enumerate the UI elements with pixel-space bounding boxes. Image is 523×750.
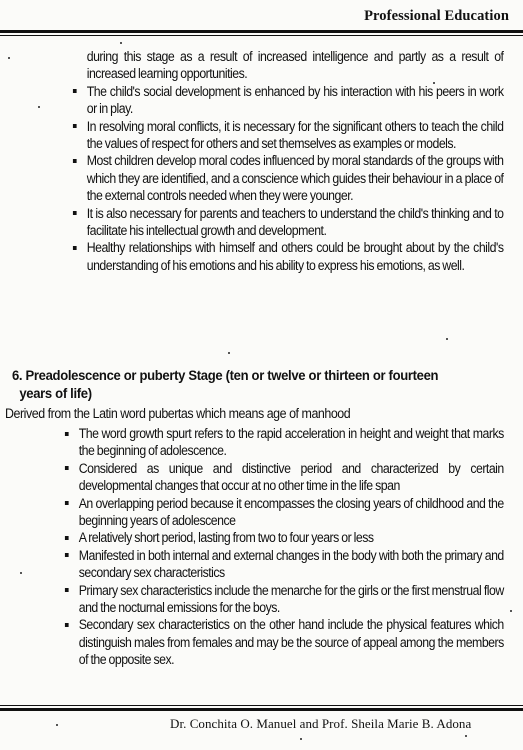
list-item: It is also necessary for parents and teachers to understand the child's thinking and to facilitate his intellectual growth and development. (72, 205, 503, 240)
section-intro: Derived from the Latin word pubertas which means age of manhood (5, 406, 351, 421)
list-item: The child's social development is enhanced by his interaction with his peers in work or in play. (72, 83, 503, 118)
section-heading-line1: 6. Preadolescence or puberty Stage (ten or twelve or thirteen or fourteen (12, 368, 439, 384)
list-item: An overlapping period because it encompasses the closing years of childhood and the beginning years of adolescence (64, 495, 504, 530)
scan-speck (20, 572, 22, 574)
bottom-bullet-list (64, 425, 504, 669)
list-item: Primary sex characteristics include the menarche for the girls or the first menstrual flow and the nocturnal emissions for the boys. (64, 582, 504, 617)
header-rule-thick (0, 30, 523, 33)
list-item: Secondary sex characteristics on the other hand include the physical features which distinguish males from females and may be the source of appeal among the members of the opposite sex. (64, 616, 504, 668)
footer-rule-thick (0, 708, 523, 711)
header-rule-thin (0, 35, 523, 36)
list-item: A relatively short period, lasting from two to four years or less (64, 529, 504, 546)
scan-speck (8, 57, 10, 59)
scan-speck (228, 352, 230, 354)
scan-speck (56, 724, 58, 726)
list-item: The word growth spurt refers to the rapid acceleration in height and weight that marks the beginning of adolescence. (64, 425, 504, 460)
list-item: Most children develop moral codes influenced by moral standards of the groups with which they are identified, and a conscience which guides their behaviour in a place of the external controls needed when they were younger. (72, 152, 503, 204)
top-bullet-list (72, 48, 503, 274)
list-item: Manifested in both internal and external changes in the body with both the primary and secondary sex characteristics (64, 547, 504, 582)
list-item: Healthy relationships with himself and others could be brought about by the child's understanding of his emotions and his ability to express his emotions, as well. (72, 239, 503, 274)
scan-speck (433, 82, 435, 84)
scan-speck (465, 735, 467, 737)
scan-speck (510, 610, 512, 612)
scan-speck (38, 106, 40, 108)
scan-speck (120, 42, 122, 44)
section-heading-line2: years of life) (19, 386, 92, 402)
scan-speck (446, 338, 448, 340)
list-item: Considered as unique and distinctive period and characterized by certain developmental changes that occur at no other time in the life span (64, 460, 504, 495)
footer-authors: Dr. Conchita O. Manuel and Prof. Sheila Marie B. Adona (170, 716, 472, 731)
scan-speck (300, 738, 302, 740)
section-heading (12, 367, 509, 403)
list-item: In resolving moral conflicts, it is necessary for the significant others to teach the child the values of respect for others and set themselves as examples or models. (72, 118, 503, 153)
list-item-continuation: during this stage as a result of increased intelligence and partly as a result of increased learning opportunities. (86, 49, 504, 82)
running-header: Professional Education (364, 8, 509, 24)
footer-rule-thin (0, 705, 523, 706)
